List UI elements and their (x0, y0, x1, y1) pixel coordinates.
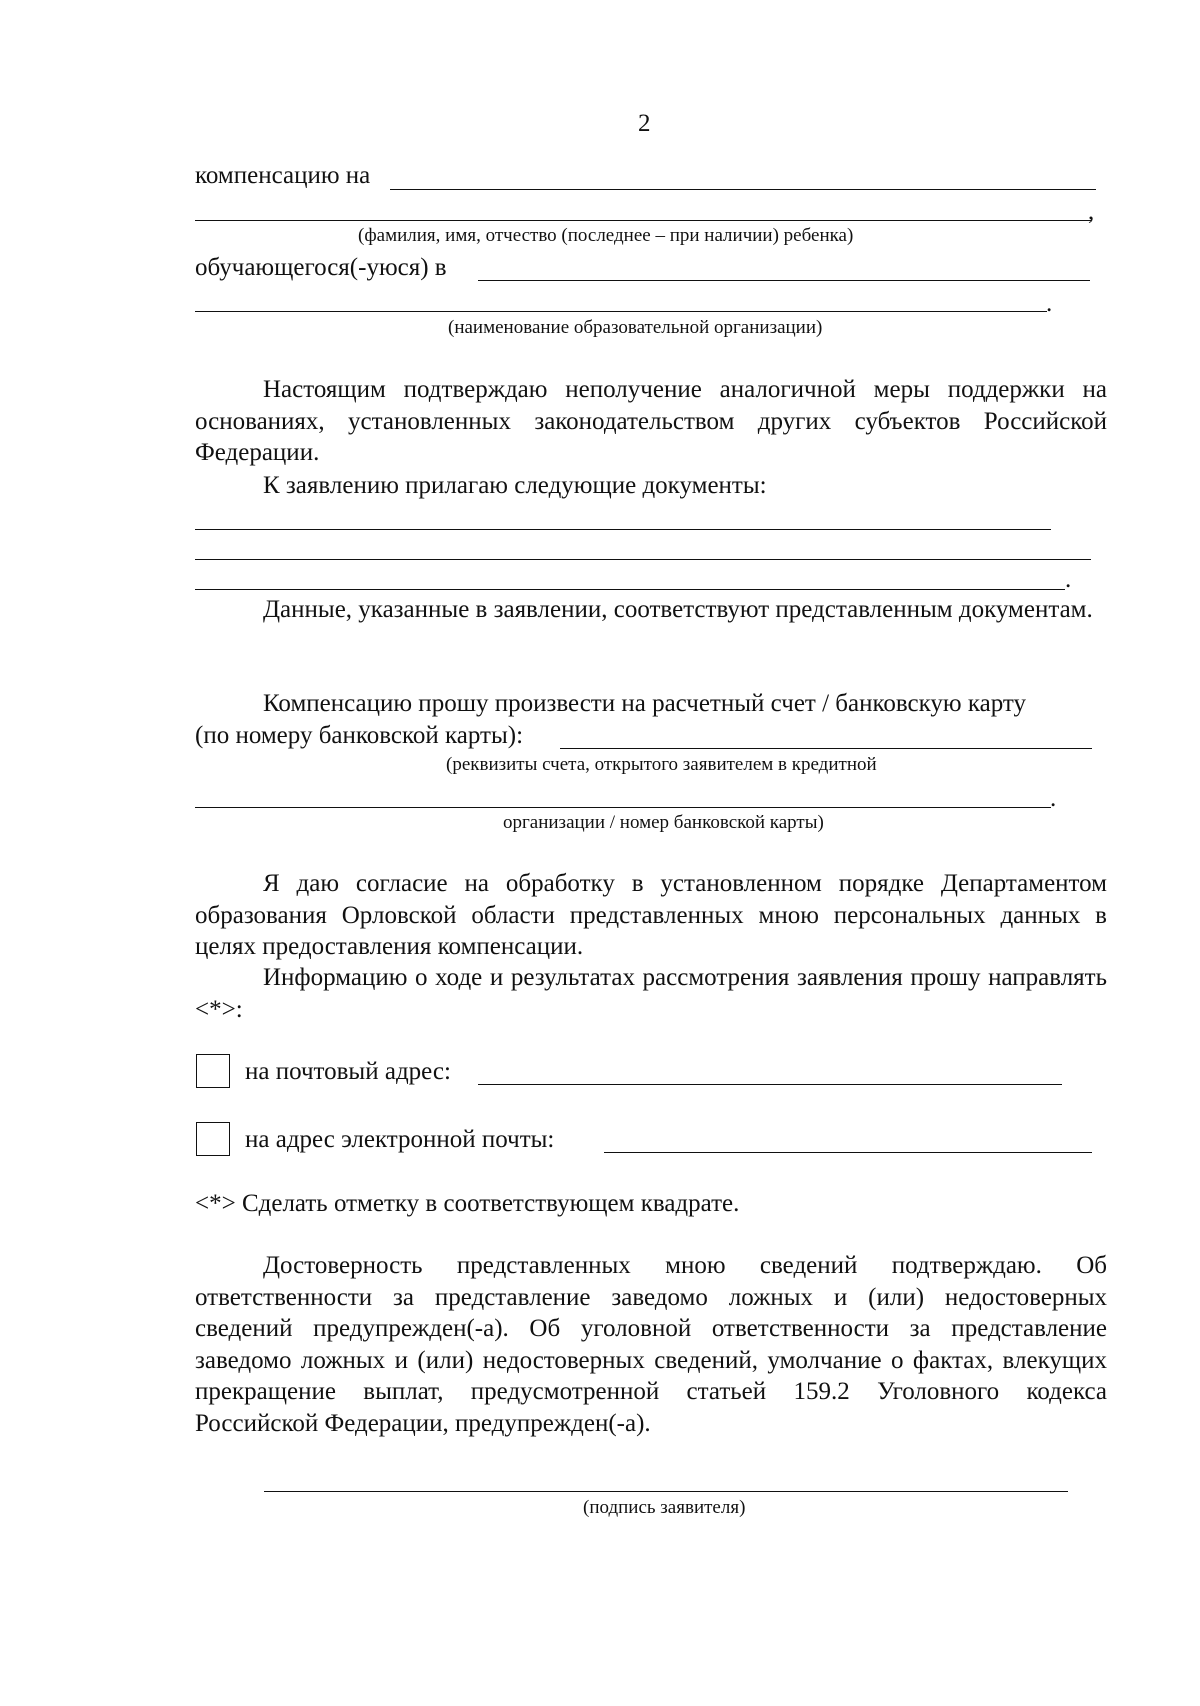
data-match-paragraph: Данные, указанные в заявлении, соответствуют представленным документам. (263, 596, 1093, 623)
child-name-comma: , (1088, 198, 1095, 225)
bank-details-line-2[interactable] (195, 807, 1051, 808)
payment-line-1: Компенсацию прошу произвести на расчетный счет / банковскую карту (263, 690, 1026, 717)
bank-details-caption-2: организации / номер банковской карты) (503, 812, 824, 833)
organization-caption: (наименование образовательной организации) (448, 317, 823, 338)
postal-address-line[interactable] (478, 1084, 1062, 1085)
compensation-label: компенсацию на (195, 162, 371, 189)
email-address-checkbox[interactable] (196, 1122, 230, 1156)
confirm-paragraph: Настоящим подтверждаю неполучение аналогичной меры поддержки на основаниях, установленных законодательством других субъектов Российской Федерации. (195, 376, 1107, 466)
bank-details-line-1[interactable] (560, 748, 1092, 749)
child-name-line-2[interactable] (195, 220, 1091, 221)
postal-address-label: на почтовый адрес: (245, 1058, 451, 1085)
footnote: <*> Сделать отметку в соответствующем квадрате. (195, 1190, 740, 1217)
organization-line-1[interactable] (478, 280, 1090, 281)
liability-paragraph: Достоверность представленных мною сведений подтверждаю. Об ответственности за представление заведомо ложных и (или) недостоверных сведений предупрежден(-а). Об уголовной ответственности за представление заведомо ложных и (или) недостоверных сведений, умолчание о фактах, влекущих прекращение выплат, предусмотренной статьей 159.2 Уголовного кодекса Российской Федерации, предупрежден(-а). (195, 1252, 1107, 1437)
attachment-line-2[interactable] (195, 559, 1091, 560)
consent-paragraph: Я даю согласие на обработку в установленном порядке Департаментом образования Орловской области представленных мною персональных данных в целях предоставления компенсации. (195, 870, 1107, 960)
organization-line-2[interactable] (195, 311, 1047, 312)
attachment-line-3[interactable] (195, 589, 1065, 590)
email-address-line[interactable] (604, 1152, 1092, 1153)
bank-details-period: . (1050, 785, 1057, 812)
payment-line-2: (по номеру банковской карты): (195, 722, 524, 749)
signature-line[interactable] (264, 1491, 1068, 1492)
organization-period: . (1046, 290, 1053, 317)
child-name-line-1[interactable] (390, 189, 1096, 190)
email-address-label: на адрес электронной почты: (245, 1126, 555, 1153)
child-name-caption: (фамилия, имя, отчество (последнее – при наличии) ребенка) (358, 225, 854, 246)
page-number: 2 (638, 110, 651, 137)
attachment-line-1[interactable] (195, 529, 1051, 530)
signature-caption: (подпись заявителя) (583, 1497, 746, 1518)
student-label: обучающегося(-уюся) в (195, 254, 447, 281)
info-paragraph: Информацию о ходе и результатах рассмотрения заявления прошу направлять <*>: (195, 964, 1107, 1023)
attachments-label: К заявлению прилагаю следующие документы: (263, 472, 767, 499)
bank-details-caption-1: (реквизиты счета, открытого заявителем в кредитной (446, 754, 877, 775)
postal-address-checkbox[interactable] (196, 1054, 230, 1088)
attachments-period: . (1065, 566, 1072, 593)
